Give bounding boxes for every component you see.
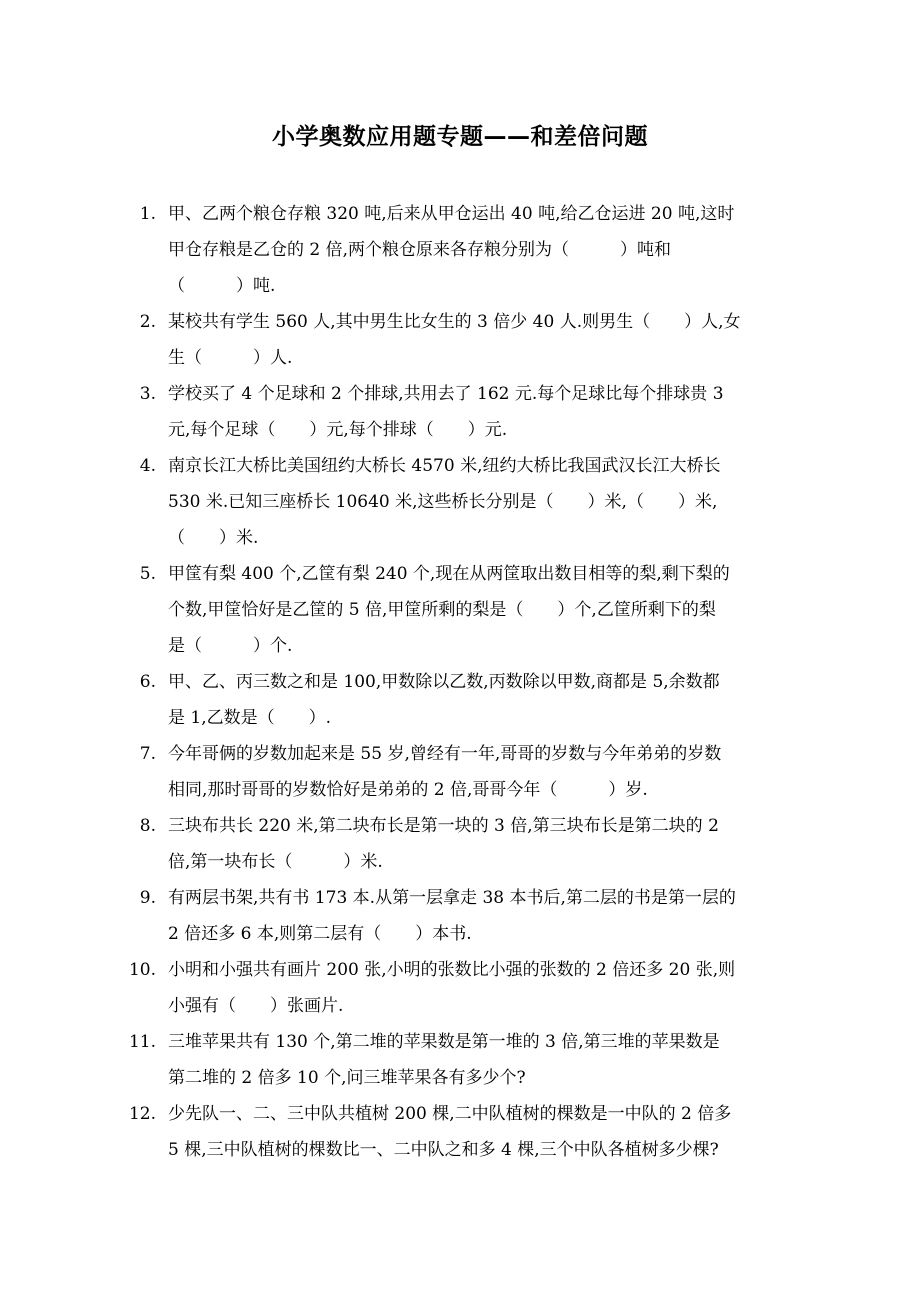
- problem-text-line: 学校买了 4 个足球和 2 个排球,共用去了 162 元.每个足球比每个排球贵 3: [168, 384, 724, 404]
- problem-item: [0, 736, 780, 808]
- problem-text-line: 是（ ）个.: [168, 636, 293, 656]
- problem-text-line: 小明和小强共有画片 200 张,小明的张数比小强的张数的 2 倍还多 20 张,则: [168, 960, 736, 980]
- problem-text-line: 530 米.已知三座桥长 10640 米,这些桥长分别是（ ）米,（ ）米,: [168, 492, 718, 512]
- problem-text-line: 南京长江大桥比美国纽约大桥长 4570 米,纽约大桥比我国武汉长江大桥长: [168, 456, 721, 476]
- problem-text-line: 少先队一、二、三中队共植树 200 棵,二中队植树的棵数是一中队的 2 倍多: [168, 1104, 732, 1124]
- problem-text-line: 甲、乙、丙三数之和是 100,甲数除以乙数,丙数除以甲数,商都是 5,余数都: [168, 672, 720, 692]
- problem-item: [0, 196, 780, 304]
- problem-number: 11.: [128, 1032, 156, 1052]
- problem-item: [0, 376, 780, 448]
- problem-number: 1.: [139, 204, 156, 224]
- problem-item: [0, 808, 780, 880]
- problem-item: [0, 448, 780, 556]
- problem-text-line: 小强有（ ）张画片.: [168, 996, 344, 1016]
- problem-text-line: 某校共有学生 560 人,其中男生比女生的 3 倍少 40 人.则男生（ ）人,女: [168, 312, 741, 332]
- problem-text-line: 个数,甲筐恰好是乙筐的 5 倍,甲筐所剩的梨是（ ）个,乙筐所剩下的梨: [168, 600, 716, 620]
- problem-text-line: （ ）吨.: [168, 276, 276, 296]
- problem-item: [0, 304, 780, 376]
- problem-text-line: 甲仓存粮是乙仓的 2 倍,两个粮仓原来各存粮分别为（ ）吨和: [168, 240, 672, 260]
- problem-number: 12.: [128, 1104, 156, 1124]
- problem-item: [0, 952, 780, 1024]
- problem-text-line: 三块布共长 220 米,第二块布长是第一块的 3 倍,第三块布长是第二块的 2: [168, 816, 719, 836]
- problem-item: [0, 556, 780, 664]
- problem-text-line: （ ）米.: [168, 528, 259, 548]
- problem-list: [0, 196, 920, 1168]
- problem-item: [0, 1096, 780, 1168]
- problem-item: [0, 880, 780, 952]
- problem-number: 7.: [139, 744, 156, 764]
- problem-number: 4.: [139, 456, 156, 476]
- problem-text-line: 元,每个足球（ ）元,每个排球（ ）元.: [168, 420, 508, 440]
- problem-text-line: 有两层书架,共有书 173 本.从第一层拿走 38 本书后,第二层的书是第一层的: [168, 888, 736, 908]
- problem-text-line: 5 棵,三中队植树的棵数比一、二中队之和多 4 棵,三个中队各植树多少棵?: [168, 1140, 719, 1160]
- problem-text-line: 三堆苹果共有 130 个,第二堆的苹果数是第一堆的 3 倍,第三堆的苹果数是: [168, 1032, 720, 1052]
- problem-text-line: 甲、乙两个粮仓存粮 320 吨,后来从甲仓运出 40 吨,给乙仓运进 20 吨,这时: [168, 204, 735, 224]
- problem-number: 6.: [139, 672, 156, 692]
- problem-number: 2.: [139, 312, 156, 332]
- problem-text-line: 今年哥俩的岁数加起来是 55 岁,曾经有一年,哥哥的岁数与今年弟弟的岁数: [168, 744, 722, 764]
- problem-text-line: 是 1,乙数是（ ）.: [168, 708, 332, 728]
- problem-number: 8.: [139, 816, 156, 836]
- problem-number: 3.: [139, 384, 156, 404]
- problem-text-line: 倍,第一块布长（ ）米.: [168, 852, 383, 872]
- problem-number: 9.: [139, 888, 156, 908]
- problem-number: 10.: [128, 960, 156, 980]
- problem-item: [0, 664, 780, 736]
- problem-item: [0, 1024, 780, 1096]
- problem-text-line: 相同,那时哥哥的岁数恰好是弟弟的 2 倍,哥哥今年（ ）岁.: [168, 780, 648, 800]
- problem-text-line: 生（ ）人.: [168, 348, 293, 368]
- page-title: 小学奥数应用题专题——和差倍问题: [272, 124, 648, 150]
- problem-text-line: 2 倍还多 6 本,则第二层有（ ）本书.: [168, 924, 472, 944]
- problem-text-line: 第二堆的 2 倍多 10 个,问三堆苹果各有多少个?: [168, 1068, 526, 1088]
- problem-number: 5.: [139, 564, 156, 584]
- problem-text-line: 甲筐有梨 400 个,乙筐有梨 240 个,现在从两筐取出数目相等的梨,剩下梨的: [168, 564, 730, 584]
